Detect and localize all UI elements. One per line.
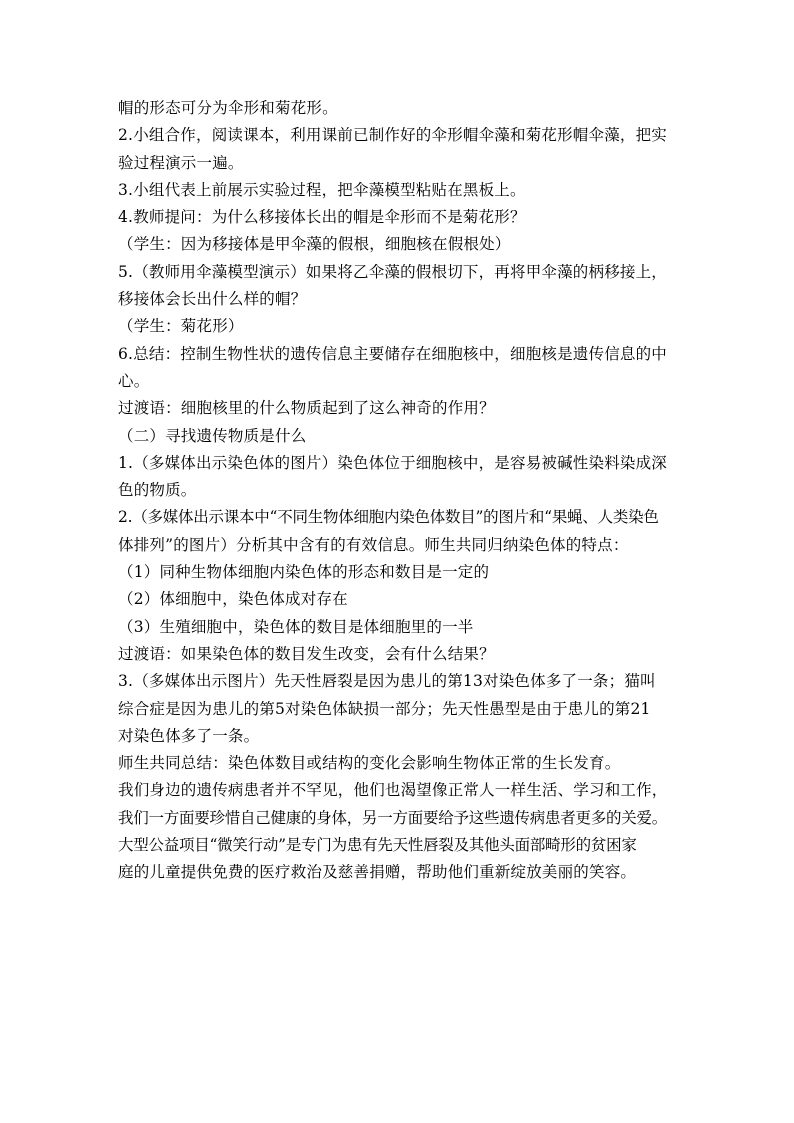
text-line: 1.（多媒体出示染色体的图片）染色体位于细胞核中，是容易被碱性染料染成深	[118, 453, 667, 472]
text-line: 师生共同总结：染色体数目或结构的变化会影响生物体正常的生长发育。	[118, 754, 621, 773]
list-item: （1）同种生物体细胞内染色体的形态和数目是一定的	[118, 563, 490, 582]
text-line: 过渡语：细胞核里的什么物质起到了这么神奇的作用？	[118, 399, 495, 418]
text-line: 3.（多媒体出示图片）先天性唇裂是因为患儿的第13对染色体多了一条；猫叫	[118, 672, 656, 691]
text-line: 心。	[118, 371, 150, 390]
text-line: 5.（教师用伞藻模型演示）如果将乙伞藻的假根切下，再将甲伞藻的柄移接上，	[118, 262, 667, 281]
document-page	[118, 98, 678, 890]
text-line: 帽的形态可分为伞形和菊花形。	[118, 99, 338, 117]
text-line: 验过程演示一遍。	[118, 153, 244, 172]
text-line: 大型公益项目“微笑行动”是专门为患有先天性唇裂及其他头面部畸形的贫困家	[118, 836, 637, 855]
text-line: 2.（多媒体出示课本中“不同生物体细胞内染色体数目”的图片和“果蝇、人类染色	[118, 508, 659, 527]
text-line: 我们一方面要珍惜自己健康的身体，另一方面要给予这些遗传病患者更多的关爱。	[118, 808, 668, 827]
text-line: 过渡语：如果染色体的数目发生改变，会有什么结果？	[118, 644, 495, 663]
text-line: 色的物质。	[118, 481, 197, 500]
text-line: 体排列”的图片）分析其中含有的有效信息。师生共同归纳染色体的特点：	[118, 535, 629, 554]
section-heading: （二）寻找遗传物质是什么	[118, 426, 307, 445]
text-line: 6.总结：控制生物性状的遗传信息主要储存在细胞核中，细胞核是遗传信息的中	[118, 344, 667, 363]
text-line: （学生：菊花形）	[118, 317, 244, 336]
list-item: （2）体细胞中，染色体成对存在	[118, 590, 348, 609]
text-line: （学生：因为移接体是甲伞藻的假根，细胞核在假根处）	[118, 235, 511, 254]
text-line: 3.小组代表上前展示实验过程，把伞藻模型粘贴在黑板上。	[118, 180, 526, 199]
text-line: 对染色体多了一条。	[118, 726, 260, 745]
text-line: 2.小组合作，阅读课本，利用课前已制作好的伞形帽伞藻和菊花形帽伞藻，把实	[118, 126, 667, 145]
text-line: 庭的儿童提供免费的医疗救治及慈善捐赠，帮助他们重新绽放美丽的笑容。	[118, 863, 637, 882]
text-line: 综合症是因为患儿的第5对染色体缺损一部分；先天性愚型是由于患儿的第21	[118, 699, 651, 718]
text-line: 我们身边的遗传病患者并不罕见，他们也渴望像正常人一样生活、学习和工作，	[118, 781, 668, 800]
list-item: （3）生殖细胞中，染色体的数目是体细胞里的一半	[118, 617, 474, 636]
text-line: 移接体会长出什么样的帽？	[118, 290, 307, 309]
text-line: 4.教师提问：为什么移接体长出的帽是伞形而不是菊花形？	[118, 208, 526, 227]
